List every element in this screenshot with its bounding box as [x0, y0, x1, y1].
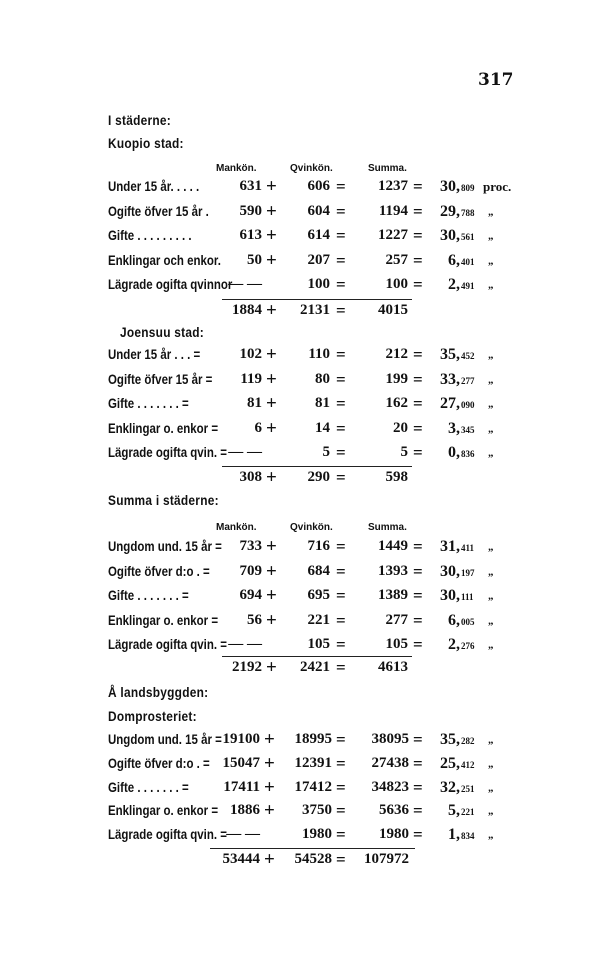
equals-sign: = [336, 753, 346, 773]
equals-sign: = [336, 275, 346, 294]
percent-int: 31, [440, 538, 460, 555]
men-value: 694 [239, 587, 262, 603]
row-label: Ogifte öfver 15 år = [108, 370, 213, 387]
plus-sign: + [266, 200, 277, 222]
unit-label: „ [488, 279, 494, 291]
equals-sign: = [413, 586, 423, 605]
table-row [0, 560, 608, 585]
men-value: 119 [240, 370, 262, 387]
percent-dec: 834 [461, 831, 475, 842]
men-value: 50 [247, 251, 262, 268]
men-value: — — [226, 826, 260, 843]
equals-sign: = [413, 418, 423, 438]
sum-value: 34823 [371, 778, 409, 795]
equals-sign: = [336, 610, 346, 630]
unit-label: „ [488, 829, 494, 842]
equals-sign: = [336, 418, 346, 438]
unit-label: „ [488, 230, 494, 242]
col-header-sum: Summa. [368, 163, 407, 174]
col-header-women-2: Qvinkön. [290, 522, 333, 533]
equals-sign: = [413, 226, 423, 245]
joensuu-total-row [0, 469, 608, 491]
dom-total-row [0, 851, 608, 873]
sum-value: 38095 [371, 731, 409, 747]
women-value: 695 [307, 587, 330, 603]
percent-int: 1, [448, 826, 460, 844]
equals-sign: = [336, 730, 346, 749]
total-sum: 4015 [378, 302, 408, 318]
row-label: Ungdom und. 15 år = [108, 538, 222, 554]
unit-label: „ [488, 734, 494, 746]
percent-dec: 276 [461, 641, 475, 651]
women-value: 684 [307, 562, 330, 579]
sum-value: 1227 [378, 227, 408, 243]
percent-dec: 197 [461, 567, 475, 578]
table-row [0, 802, 608, 824]
table-row [0, 538, 608, 560]
unit-label: „ [488, 349, 494, 361]
equals-sign: = [336, 226, 346, 245]
heading-summa-staderne: Summa i städerne: [108, 492, 219, 508]
plus-sign: + [266, 560, 277, 582]
men-value: — — [228, 276, 262, 292]
row-label: Ogifte öfver d:o . = [108, 562, 210, 579]
sum-value: 1237 [378, 178, 408, 194]
equals-sign: = [336, 561, 346, 581]
sum-value: 100 [385, 276, 408, 292]
men-value: 613 [239, 227, 262, 243]
percent-int: 35, [440, 731, 460, 748]
plus-sign: + [264, 729, 275, 750]
row-label: Ogifte öfver d:o . = [108, 754, 210, 771]
total-plus: + [266, 657, 277, 678]
percent-int: 3, [448, 419, 460, 437]
total-women: 2421 [300, 659, 330, 675]
heading-joensuu: Joensuu stad: [120, 324, 204, 340]
plus-sign: + [264, 752, 275, 774]
percent-int: 25, [440, 754, 460, 772]
heading-domprosteriet: Domprosteriet: [108, 708, 197, 724]
sum-value: 212 [385, 346, 408, 362]
equals-sign: = [336, 801, 346, 821]
percent-int: 33, [440, 370, 460, 388]
unit-label: „ [488, 447, 494, 459]
equals-sign: = [336, 250, 346, 270]
equals-sign: = [413, 345, 423, 364]
percent-dec: 401 [461, 256, 475, 267]
unit-label: „ [488, 565, 494, 578]
unit-label: „ [488, 639, 494, 651]
percent-int: 35, [440, 346, 460, 363]
col-header-women: Qvinkön. [290, 163, 333, 174]
table-row [0, 826, 608, 848]
sum-value: 105 [385, 636, 408, 652]
women-value: 110 [308, 346, 330, 362]
col-header-men-2: Mankön. [216, 522, 257, 533]
total-equals: = [336, 850, 346, 869]
table-row [0, 276, 608, 298]
unit-label: proc. [483, 179, 512, 194]
sum-value: 5 [400, 444, 408, 460]
kuopio-total-rule [222, 299, 412, 300]
row-label: Enklingar o. enkor = [108, 419, 219, 436]
sum-value: 162 [385, 395, 408, 411]
equals-sign: = [413, 537, 423, 556]
equals-sign: = [336, 777, 346, 797]
percent-int: 29, [440, 202, 460, 220]
equals-sign: = [413, 201, 423, 221]
table-row [0, 346, 608, 368]
total-sum: 598 [385, 469, 408, 485]
table-row [0, 752, 608, 777]
total-sum: 107972 [364, 851, 409, 867]
equals-sign: = [336, 635, 346, 654]
table-row [0, 444, 608, 466]
percent-dec: 836 [461, 449, 475, 459]
women-value: 17412 [294, 778, 332, 795]
summa-total-row [0, 659, 608, 681]
table-row [0, 395, 608, 417]
sum-value: 1194 [378, 202, 408, 219]
row-label: Enklingar o. enkor = [108, 611, 219, 628]
equals-sign: = [413, 777, 423, 797]
percent-dec: 788 [461, 207, 475, 218]
total-women: 290 [307, 469, 330, 485]
women-value: 606 [307, 178, 330, 194]
men-value: 19100 [222, 731, 260, 747]
equals-sign: = [336, 345, 346, 364]
sum-value: 199 [385, 370, 408, 387]
sum-value: 1393 [378, 562, 408, 579]
total-men: 1884 [232, 302, 262, 318]
plus-sign: + [266, 393, 277, 414]
women-value: 105 [307, 636, 330, 652]
percent-dec: 221 [461, 807, 475, 818]
sum-value: 277 [385, 611, 408, 628]
sum-value: 257 [385, 251, 408, 268]
percent-int: 30, [440, 562, 460, 580]
percent-int: 30, [440, 227, 460, 244]
joensuu-total-rule [222, 466, 412, 467]
equals-sign: = [413, 177, 423, 196]
equals-sign: = [413, 394, 423, 413]
equals-sign: = [413, 275, 423, 294]
equals-sign: = [336, 177, 346, 196]
plus-sign: + [266, 417, 277, 439]
percent-dec: 491 [461, 281, 475, 291]
equals-sign: = [413, 753, 423, 773]
women-value: 12391 [294, 754, 332, 771]
row-label: Under 15 år . . . = [108, 346, 201, 362]
table-row [0, 200, 608, 225]
percent-dec: 090 [461, 400, 475, 410]
women-value: 18995 [294, 731, 332, 747]
row-label: Enklingar o. enkor = [108, 802, 219, 819]
equals-sign: = [336, 586, 346, 605]
unit-label: „ [488, 541, 494, 553]
unit-label: „ [488, 205, 494, 218]
women-value: 1980 [302, 826, 332, 843]
unit-label: „ [488, 614, 494, 627]
sum-value: 1449 [378, 538, 408, 554]
unit-label: „ [488, 805, 494, 818]
plus-sign: + [266, 225, 277, 246]
equals-sign: = [413, 443, 423, 462]
row-label: Ogifte öfver 15 år . [108, 202, 209, 219]
equals-sign: = [413, 610, 423, 630]
women-value: 5 [322, 444, 330, 460]
women-value: 221 [307, 611, 330, 628]
men-value: 15047 [222, 754, 260, 771]
women-value: 207 [307, 251, 330, 268]
total-equals: = [336, 658, 346, 677]
women-value: 604 [307, 202, 330, 219]
kuopio-total-row [0, 302, 608, 324]
row-label: Lägrade ogifta qvin. = [108, 826, 227, 843]
percent-dec: 277 [461, 375, 475, 386]
row-label: Gifte . . . . . . . = [108, 587, 189, 603]
total-men: 53444 [222, 851, 260, 867]
row-label: Lägrade ogifta qvinnor [108, 276, 233, 292]
unit-label: „ [488, 781, 494, 794]
table-row [0, 227, 608, 249]
plus-sign: + [266, 368, 277, 390]
dom-total-rule [210, 848, 415, 849]
heading-kuopio: Kuopio stad: [108, 135, 184, 151]
sum-value: 1389 [378, 587, 408, 603]
men-value: 631 [239, 178, 262, 194]
plus-sign: + [266, 249, 277, 271]
row-label: Enklingar och enkor. [108, 251, 221, 268]
plus-sign: + [264, 800, 275, 822]
percent-dec: 452 [461, 351, 475, 361]
equals-sign: = [413, 825, 423, 845]
table-row [0, 776, 608, 801]
plus-sign: + [264, 776, 275, 798]
percent-dec: 412 [461, 759, 475, 770]
total-men: 2192 [232, 659, 262, 675]
row-label: Ungdom und. 15 år = [108, 731, 222, 747]
percent-dec: 561 [461, 232, 475, 242]
men-value: — — [228, 444, 262, 460]
men-value: 17411 [223, 778, 260, 795]
percent-dec: 005 [461, 616, 475, 627]
women-value: 81 [315, 395, 330, 411]
percent-int: 6, [448, 251, 460, 269]
row-label: Lägrade ogifta qvin. = [108, 636, 227, 652]
men-value: 81 [247, 395, 262, 411]
col-header-sum-2: Summa. [368, 522, 407, 533]
equals-sign: = [413, 635, 423, 654]
men-value: 56 [247, 611, 262, 628]
equals-sign: = [336, 537, 346, 556]
row-label: Gifte . . . . . . . = [108, 778, 189, 795]
equals-sign: = [413, 730, 423, 749]
percent-dec: 411 [461, 543, 475, 553]
summa-total-rule [222, 656, 412, 657]
plus-sign: + [266, 585, 277, 606]
table-row [0, 249, 608, 274]
total-plus: + [266, 467, 277, 488]
total-sum: 4613 [378, 659, 408, 675]
equals-sign: = [336, 825, 346, 845]
table-row [0, 417, 608, 442]
men-value: 6 [254, 419, 262, 436]
percent-int: 27, [440, 395, 460, 412]
men-value: 590 [239, 202, 262, 219]
men-value: — — [228, 636, 262, 652]
percent-dec: 282 [461, 736, 475, 746]
row-label: Gifte . . . . . . . = [108, 395, 189, 411]
equals-sign: = [336, 369, 346, 389]
percent-int: 30, [440, 587, 460, 604]
row-label: Under 15 år. . . . . [108, 178, 200, 194]
women-value: 14 [315, 419, 330, 436]
unit-label: „ [488, 398, 494, 410]
sum-value: 1980 [379, 826, 409, 843]
table-row [0, 368, 608, 393]
sum-value: 27438 [371, 754, 409, 771]
women-value: 100 [307, 276, 330, 292]
plus-sign: + [266, 176, 277, 197]
table-row [0, 731, 608, 753]
table-row [0, 587, 608, 609]
percent-int: 0, [448, 444, 460, 461]
men-value: 733 [239, 538, 262, 554]
percent-int: 2, [448, 636, 460, 653]
percent-int: 5, [448, 802, 460, 820]
heading-landsbyggden: Å landsbyggden: [108, 684, 209, 700]
women-value: 3750 [302, 802, 332, 819]
unit-label: „ [488, 373, 494, 386]
unit-label: „ [488, 590, 494, 602]
total-equals: = [336, 301, 346, 320]
women-value: 80 [315, 370, 330, 387]
col-header-men: Mankön. [216, 163, 257, 174]
page-number: 317 [478, 70, 514, 90]
equals-sign: = [413, 250, 423, 270]
women-value: 614 [307, 227, 330, 243]
men-value: 709 [239, 562, 262, 579]
men-value: 1886 [230, 802, 260, 819]
percent-int: 2, [448, 276, 460, 293]
total-plus: + [266, 300, 277, 321]
row-label: Gifte . . . . . . . . . [108, 227, 192, 243]
plus-sign: + [266, 344, 277, 365]
total-plus: + [264, 849, 275, 870]
plus-sign: + [266, 536, 277, 557]
unit-label: „ [488, 254, 494, 267]
percent-dec: 345 [461, 424, 475, 435]
unit-label: „ [488, 422, 494, 435]
total-women: 54528 [294, 851, 332, 867]
table-row [0, 178, 608, 200]
heading-staderne: I städerne: [108, 112, 171, 128]
sum-value: 5636 [379, 802, 409, 819]
percent-int: 30, [440, 178, 460, 195]
percent-dec: 809 [461, 183, 475, 193]
table-row [0, 636, 608, 658]
sum-value: 20 [393, 419, 408, 436]
total-women: 2131 [300, 302, 330, 318]
plus-sign: + [266, 609, 277, 631]
total-men: 308 [239, 469, 262, 485]
equals-sign: = [336, 394, 346, 413]
unit-label: „ [488, 757, 494, 770]
equals-sign: = [413, 801, 423, 821]
equals-sign: = [336, 201, 346, 221]
total-equals: = [336, 468, 346, 487]
equals-sign: = [413, 369, 423, 389]
percent-int: 6, [448, 611, 460, 629]
percent-int: 32, [440, 778, 460, 796]
percent-dec: 251 [461, 783, 475, 794]
women-value: 716 [307, 538, 330, 554]
equals-sign: = [413, 561, 423, 581]
equals-sign: = [336, 443, 346, 462]
table-row [0, 609, 608, 634]
men-value: 102 [239, 346, 262, 362]
row-label: Lägrade ogifta qvin. = [108, 444, 227, 460]
percent-dec: 111 [461, 592, 474, 602]
